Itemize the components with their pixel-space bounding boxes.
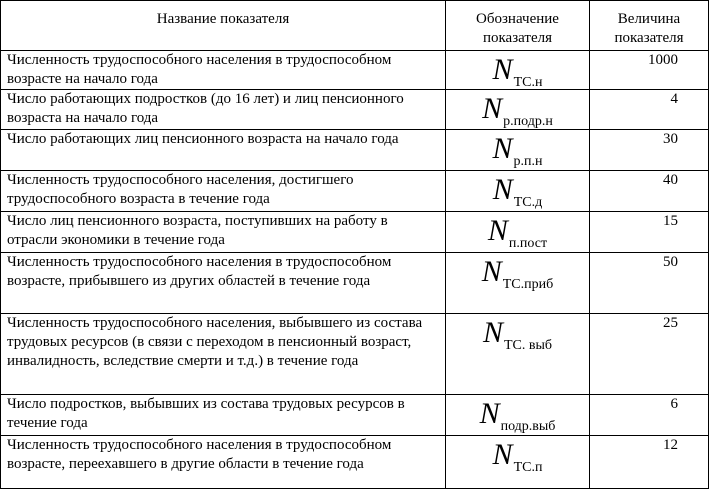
- symbol-letter: N: [479, 397, 500, 430]
- table-row: [1, 436, 709, 489]
- indicator-name: Численность трудоспособного населения в трудоспособном возрасте, прибывшего из других областей в течение года: [1, 253, 446, 314]
- indicator-symbol: [446, 314, 590, 395]
- symbol-formula: [492, 130, 543, 169]
- symbol-formula: [482, 314, 553, 353]
- header-name: Название показателя: [1, 1, 446, 51]
- indicator-value: 1000: [590, 51, 709, 90]
- symbol-formula: [492, 51, 543, 90]
- symbol-subscript: р.подр.н: [503, 114, 553, 129]
- symbol-subscript: ТС. выб: [503, 338, 553, 353]
- table-row: [1, 51, 709, 90]
- indicator-name: Численность трудоспособного населения в трудоспособном возрасте на начало года: [1, 51, 446, 90]
- indicator-symbol: [446, 171, 590, 212]
- indicator-symbol: [446, 436, 590, 489]
- indicator-name: Число подростков, выбывших из состава трудовых ресурсов в течение года: [1, 395, 446, 436]
- indicator-name: Число работающих лиц пенсионного возраста на начало года: [1, 130, 446, 171]
- header-symbol: Обозначение показателя: [446, 1, 590, 51]
- symbol-letter: N: [492, 53, 513, 86]
- table-row: [1, 90, 709, 130]
- table-row: [1, 212, 709, 253]
- table-row: [1, 253, 709, 314]
- indicator-name: Численность трудоспособного населения в трудоспособном возрасте, переехавшего в другие области в течение года: [1, 436, 446, 489]
- symbol-letter: N: [492, 132, 513, 165]
- symbol-subscript: подр.выб: [500, 419, 556, 434]
- symbol-letter: N: [481, 255, 502, 288]
- table-row: [1, 314, 709, 395]
- indicator-value: 15: [590, 212, 709, 253]
- indicator-name: Число лиц пенсионного возраста, поступивших на работу в отрасли экономики в течение года: [1, 212, 446, 253]
- symbol-letter: N: [482, 92, 503, 125]
- symbol-formula: [482, 90, 553, 129]
- indicator-symbol: [446, 253, 590, 314]
- header-value: Величина показателя: [590, 1, 709, 51]
- symbol-letter: N: [492, 438, 513, 471]
- table-header-row: [1, 1, 709, 51]
- indicator-value: 30: [590, 130, 709, 171]
- indicator-symbol: [446, 395, 590, 436]
- indicator-name: Число работающих подростков (до 16 лет) и лиц пенсионного возраста на начало года: [1, 90, 446, 130]
- symbol-letter: N: [492, 173, 513, 206]
- indicator-value: 4: [590, 90, 709, 130]
- symbol-subscript: ТС.п: [513, 460, 543, 475]
- indicator-value: 40: [590, 171, 709, 212]
- symbol-letter: N: [482, 316, 503, 349]
- indicator-name: Численность трудоспособного населения, достигшего трудоспособного возраста в течение года: [1, 171, 446, 212]
- symbol-subscript: ТС.приб: [502, 277, 554, 292]
- symbol-subscript: ТС.н: [513, 75, 543, 90]
- symbol-subscript: ТС.д: [513, 195, 543, 210]
- indicator-symbol: [446, 130, 590, 171]
- symbol-subscript: р.п.н: [513, 154, 543, 169]
- indicator-name: Численность трудоспособного населения, выбывшего из состава трудовых ресурсов (в связи с переходом в пенсионный возраст, инвалидность, вследствие смерти и т.д.) в течение года: [1, 314, 446, 395]
- table-row: [1, 130, 709, 171]
- table-body: [1, 51, 709, 489]
- symbol-formula: [492, 171, 543, 210]
- symbol-formula: [481, 253, 554, 292]
- symbol-letter: N: [487, 214, 508, 247]
- indicator-symbol: [446, 90, 590, 130]
- indicator-value: 6: [590, 395, 709, 436]
- indicator-value: 50: [590, 253, 709, 314]
- table-row: [1, 395, 709, 436]
- symbol-formula: [492, 436, 543, 475]
- symbol-formula: [479, 395, 556, 434]
- symbol-subscript: п.пост: [508, 236, 548, 251]
- symbol-formula: [487, 212, 548, 251]
- indicator-symbol: [446, 51, 590, 90]
- indicator-value: 12: [590, 436, 709, 489]
- indicator-value: 25: [590, 314, 709, 395]
- table-row: [1, 171, 709, 212]
- indicator-symbol: [446, 212, 590, 253]
